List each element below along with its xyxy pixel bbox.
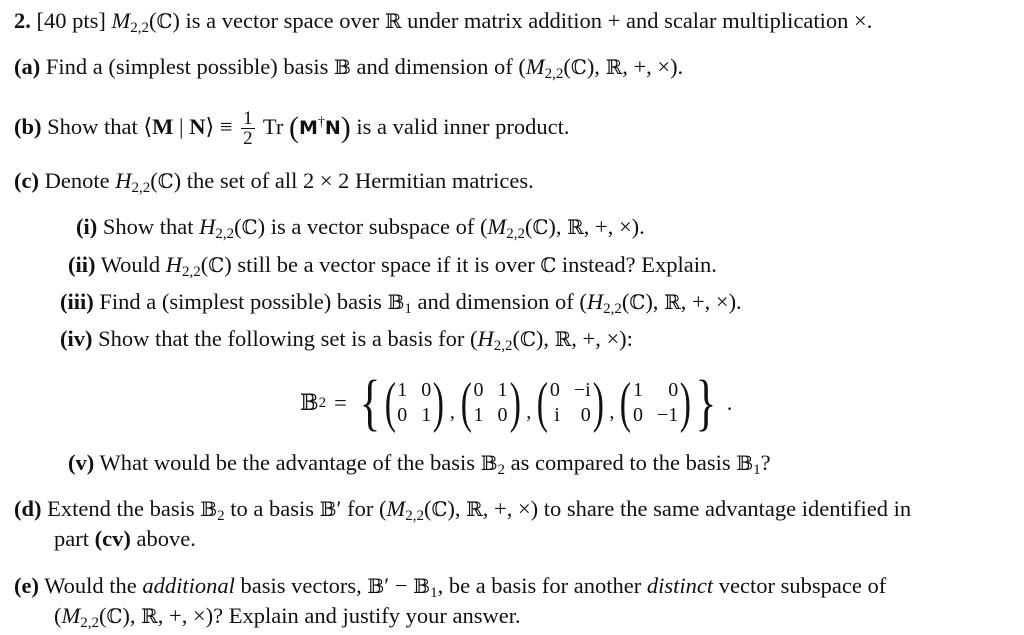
part-e: (e) Would the additional basis vectors, 𝔹′ − 𝔹$_1$, be a basis for another distinct vector subspace of: [14, 573, 887, 601]
matrix-sigma-z: 1 0 0 −1: [633, 379, 679, 426]
part-b-tail: is a valid inner product.: [356, 114, 570, 139]
part-c-ii: (ii) Would $H_{2,2}(ℂ)$ still be a vector space if it is over ℂ instead? Explain.: [68, 252, 717, 280]
part-c-v-text2: as compared to the basis: [510, 450, 731, 475]
part-c-v-text: What would be the advantage of the basis: [99, 450, 475, 475]
part-e-text: Would the: [44, 573, 137, 598]
part-d-text4: to share the same advantage identified in: [543, 496, 912, 521]
part-b-label: (b): [14, 114, 42, 139]
part-d: (d) Extend the basis 𝔹$_2$ to a basis 𝔹′ for ($M_{2,2}(ℂ)$, ℝ, +, ×) to share the same advantage identified in: [14, 496, 912, 524]
part-c-iv-label: (iv): [60, 326, 93, 351]
part-b-text: Show that: [47, 114, 138, 139]
part-c-ii-text3: instead? Explain.: [561, 252, 717, 277]
part-d-label: (d): [14, 496, 42, 521]
part-c-v: (v) What would be the advantage of the basis 𝔹$_2$ as compared to the basis 𝔹$_1$?: [68, 450, 771, 478]
part-b: (b) Show that ⟨M | N⟩ ≡ $\frac{1}{2}$ Tr (M†N) is a valid inner product.: [14, 108, 570, 150]
part-c-iv-text: Show that the following set is a basis for: [98, 326, 465, 351]
part-a-label: (a): [14, 54, 41, 79]
trace-symbol: Tr: [262, 114, 284, 139]
matrix-sigma-y: 0 −i i 0: [549, 379, 591, 426]
part-c: (c) Denote $H_{2,2}(ℂ)$ the set of all 2 × 2 Hermitian matrices.: [14, 168, 534, 196]
part-a: (a) Find a (simplest possible) basis 𝔹 and dimension of ($M_{2,2}(ℂ)$, ℝ, +, ×).: [14, 54, 684, 82]
part-c-iii: (iii) Find a (simplest possible) basis 𝔹$_1$ and dimension of ($H_{2,2}(ℂ)$, ℝ, +, ×).: [60, 289, 742, 317]
part-a-text: Find a (simplest possible) basis: [45, 54, 329, 79]
part-c-i-text2: is a vector subspace of: [270, 214, 475, 239]
part-e-line2: ($M_{2,2}(ℂ)$, ℝ, +, ×)? Explain and justify your answer.: [54, 603, 521, 631]
part-c-text: Denote: [44, 168, 110, 193]
part-d-text: Extend the basis: [47, 496, 195, 521]
basis-b2-set: 𝔹 2 = { ( 1 0 0 1 ) , ( 0 1 1 0 ) , ( 0 −i i 0 ) , ( 1 0 0 −1 ) } .: [300, 369, 733, 437]
part-a-text2: and dimension of: [356, 54, 513, 79]
part-d-line2: part (cv) above.: [54, 526, 196, 551]
part-c-i: (i) Show that $H_{2,2}(ℂ)$ is a vector subspace of ($M_{2,2}(ℂ)$, ℝ, +, ×).: [76, 214, 645, 242]
part-d-text3: for: [347, 496, 374, 521]
part-c-label: (c): [14, 168, 39, 193]
matrix-sigma-x: 0 1 1 0: [473, 379, 508, 426]
part-c-i-label: (i): [76, 214, 98, 239]
part-d-text2: to a basis: [230, 496, 315, 521]
part-c-iii-text: Find a (simplest possible) basis: [99, 289, 382, 314]
part-c-ii-label: (ii): [68, 252, 96, 277]
intro-text: is a vector space over: [185, 8, 380, 33]
part-c-ii-text2: still be a vector space if it is over: [237, 252, 535, 277]
question-points: [40 pts]: [36, 8, 106, 33]
part-c-ii-text: Would: [100, 252, 161, 277]
part-c-iii-label: (iii): [60, 289, 94, 314]
matrix-identity: 1 0 0 1: [397, 379, 432, 426]
question-number: 2.: [14, 8, 31, 33]
part-e-label: (e): [14, 573, 39, 598]
part-c-iv: (iv) Show that the following set is a basis for ($H_{2,2}(ℂ)$, ℝ, +, ×):: [60, 326, 633, 354]
part-c-v-label: (v): [68, 450, 95, 475]
question-header: 2. [40 pts] $M_{2,2}(ℂ)$ is a vector space over ℝ under matrix addition + and scalar multiplication ×.: [14, 8, 873, 36]
part-c-i-text: Show that: [102, 214, 194, 239]
part-c-iii-text2: and dimension of: [417, 289, 574, 314]
one-half-fraction: $\frac{1}{2}$: [243, 108, 253, 150]
intro-ops: under matrix addition + and scalar multiplication ×.: [407, 8, 873, 33]
part-c-text2: the set of all 2 × 2 Hermitian matrices.: [186, 168, 534, 193]
